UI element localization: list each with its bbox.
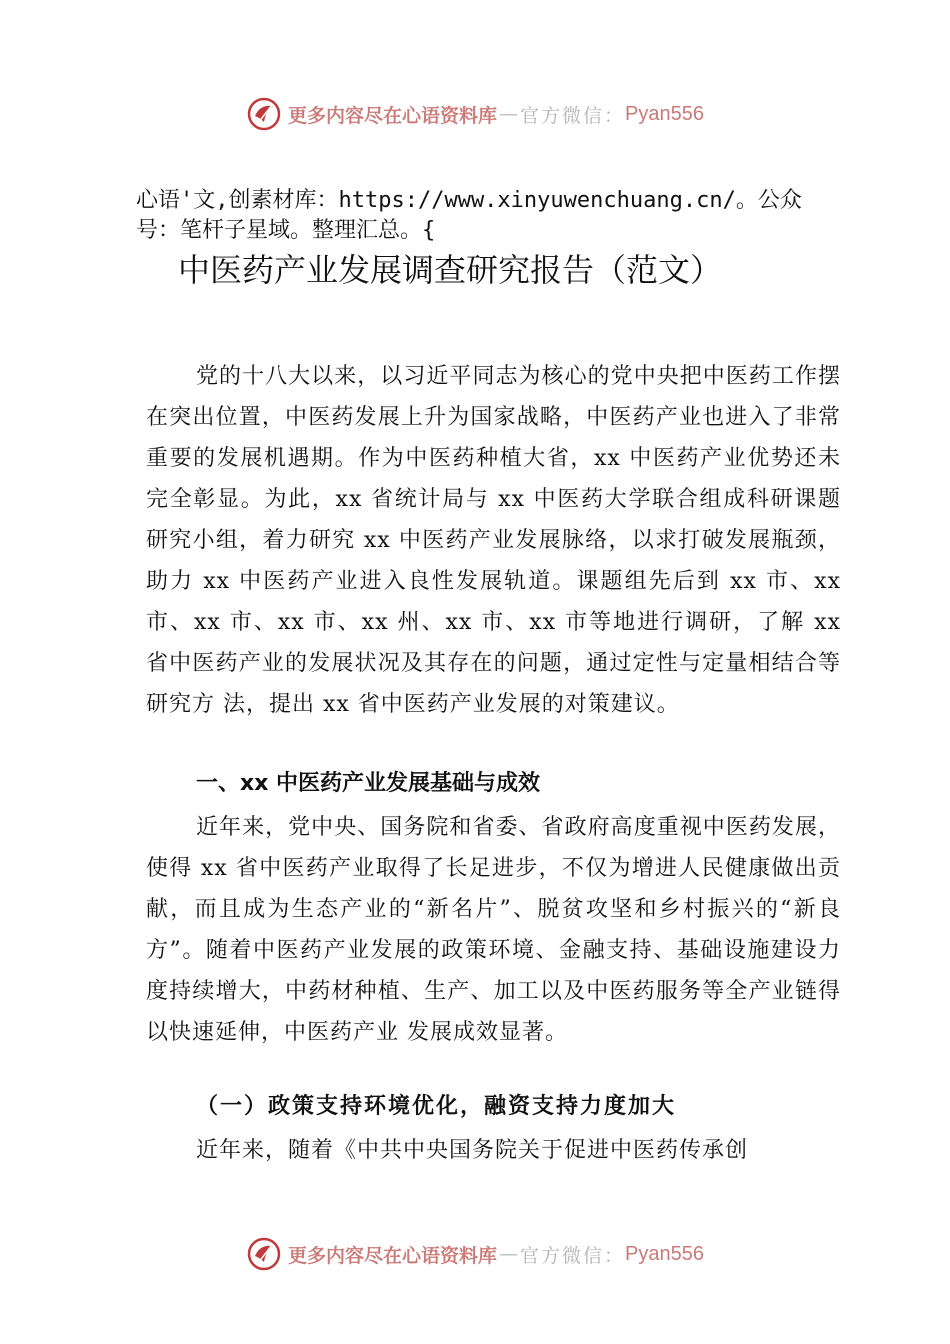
subsection-heading-1: （一）政策支持环境优化，融资支持力度加大 [196,1093,677,1119]
intro-block [146,356,841,725]
watermark-top [0,92,950,136]
watermark-bottom [0,1232,950,1276]
watermark-dash: — [499,1243,519,1265]
intro-paragraph: 党的十八大以来，以习近平同志为核心的党中央把中医药工作摆在突出位置，中医药发展上升为国家战略，中医药产业也进入了非常重要的发展机遇期。作为中医药种植大省，xx 中医药产业优势还未完全彰显。为此，xx 省统计局与 xx 中医药大学联合组成科研课题研究小组，着力研究 xx 中医药产业发展脉络，以求打破发展瓶颈，助力 xx 中医药产业进入良性发展轨道。课题组先后到 xx 市、xx 市、xx 市、xx 市、xx 州、xx 市、xx 市等地进行调研，了解 xx 省中医药产业的发展状况及其存在的问题，通过定性与定量相结合等研究方 法，提出 xx 省中医药产业发展的对策建议。 [146,364,841,717]
watermark-official-label: 官方微信： [520,1244,626,1267]
watermark-wechat-id: Pyan556 [625,1242,704,1265]
watermark-brand-text: 更多内容尽在心语资料库 [288,104,498,127]
brand-logo-icon [246,1236,282,1272]
watermark-brand-text: 更多内容尽在心语资料库 [288,1244,498,1267]
watermark-dash: — [499,103,519,125]
source-note: 心语'文,创素材库：https://www.xinyuwenchuang.cn/。公众号：笔杆子星域。整理汇总。{ [136,188,802,243]
subsection1-paragraph: 近年来，随着《中共中央国务院关于促进中医药传承创 [196,1138,749,1163]
document-title: 中医药产业发展调查研究报告（范文） [178,251,723,289]
section1-paragraph: 近年来，党中央、国务院和省委、省政府高度重视中医药发展，使得 xx 省中医药产业取得了长足进步，不仅为增进人民健康做出贡献，而且成为生态产业的“新名片”、脱贫攻坚和乡村振兴的“新良方”。随着中医药产业发展的政策环境、金融支持、基础设施建设力度持续增大，中药材种植、生产、加工以及中医药服务等全产业链得以快速延伸，中医药产业 发展成效显著。 [146,815,841,1045]
section1-block [146,807,841,1053]
watermark-official-label: 官方微信： [520,104,626,127]
section-heading-1: 一、xx 中医药产业发展基础与成效 [196,771,541,796]
watermark-wechat-id: Pyan556 [625,102,704,125]
brand-logo-icon [246,96,282,132]
subsection1-block [146,1130,841,1171]
